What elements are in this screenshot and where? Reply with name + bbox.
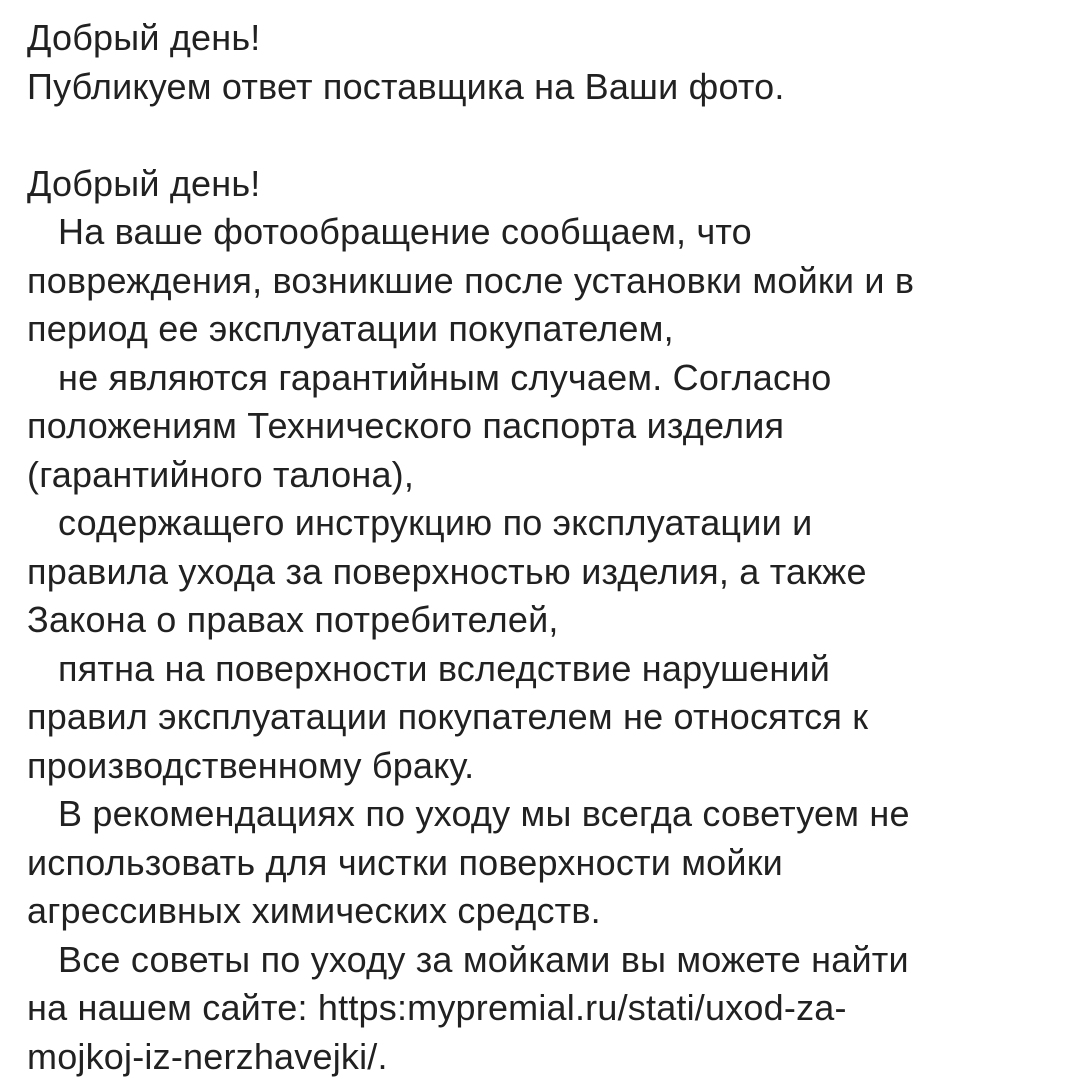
paragraph-spacer [27,111,1067,160]
reply-line: не являются гарантийным случаем. Согласно [27,354,1067,403]
reply-line: Закона о правах потребителей, [27,596,1067,645]
reply-line: производственному браку. [27,742,1067,791]
reply-line: пятна на поверхности вследствие нарушений [27,645,1067,694]
website-link-line: mojkoj-iz-nerzhavejki/. [27,1033,1067,1081]
reply-line: правила ухода за поверхностью изделия, а также [27,548,1067,597]
intro-announcement: Публикуем ответ поставщика на Ваши фото. [27,63,1067,112]
intro-greeting: Добрый день! [27,14,1067,63]
reply-greeting: Добрый день! [27,160,1067,209]
reply-line: В рекомендациях по уходу мы всегда советуем не [27,790,1067,839]
reply-line: правил эксплуатации покупателем не относятся к [27,693,1067,742]
reply-line: использовать для чистки поверхности мойки [27,839,1067,888]
website-link-line: на нашем сайте: https:mypremial.ru/stati/uxod-za- [27,984,1067,1033]
message-body [27,14,1067,1081]
reply-line: Все советы по уходу за мойками вы можете найти [27,936,1067,985]
reply-line: На ваше фотообращение сообщаем, что [27,208,1067,257]
reply-line: (гарантийного талона), [27,451,1067,500]
reply-line: период ее эксплуатации покупателем, [27,305,1067,354]
reply-line: агрессивных химических средств. [27,887,1067,936]
reply-line: содержащего инструкцию по эксплуатации и [27,499,1067,548]
reply-line: повреждения, возникшие после установки мойки и в [27,257,1067,306]
reply-line: положениям Технического паспорта изделия [27,402,1067,451]
